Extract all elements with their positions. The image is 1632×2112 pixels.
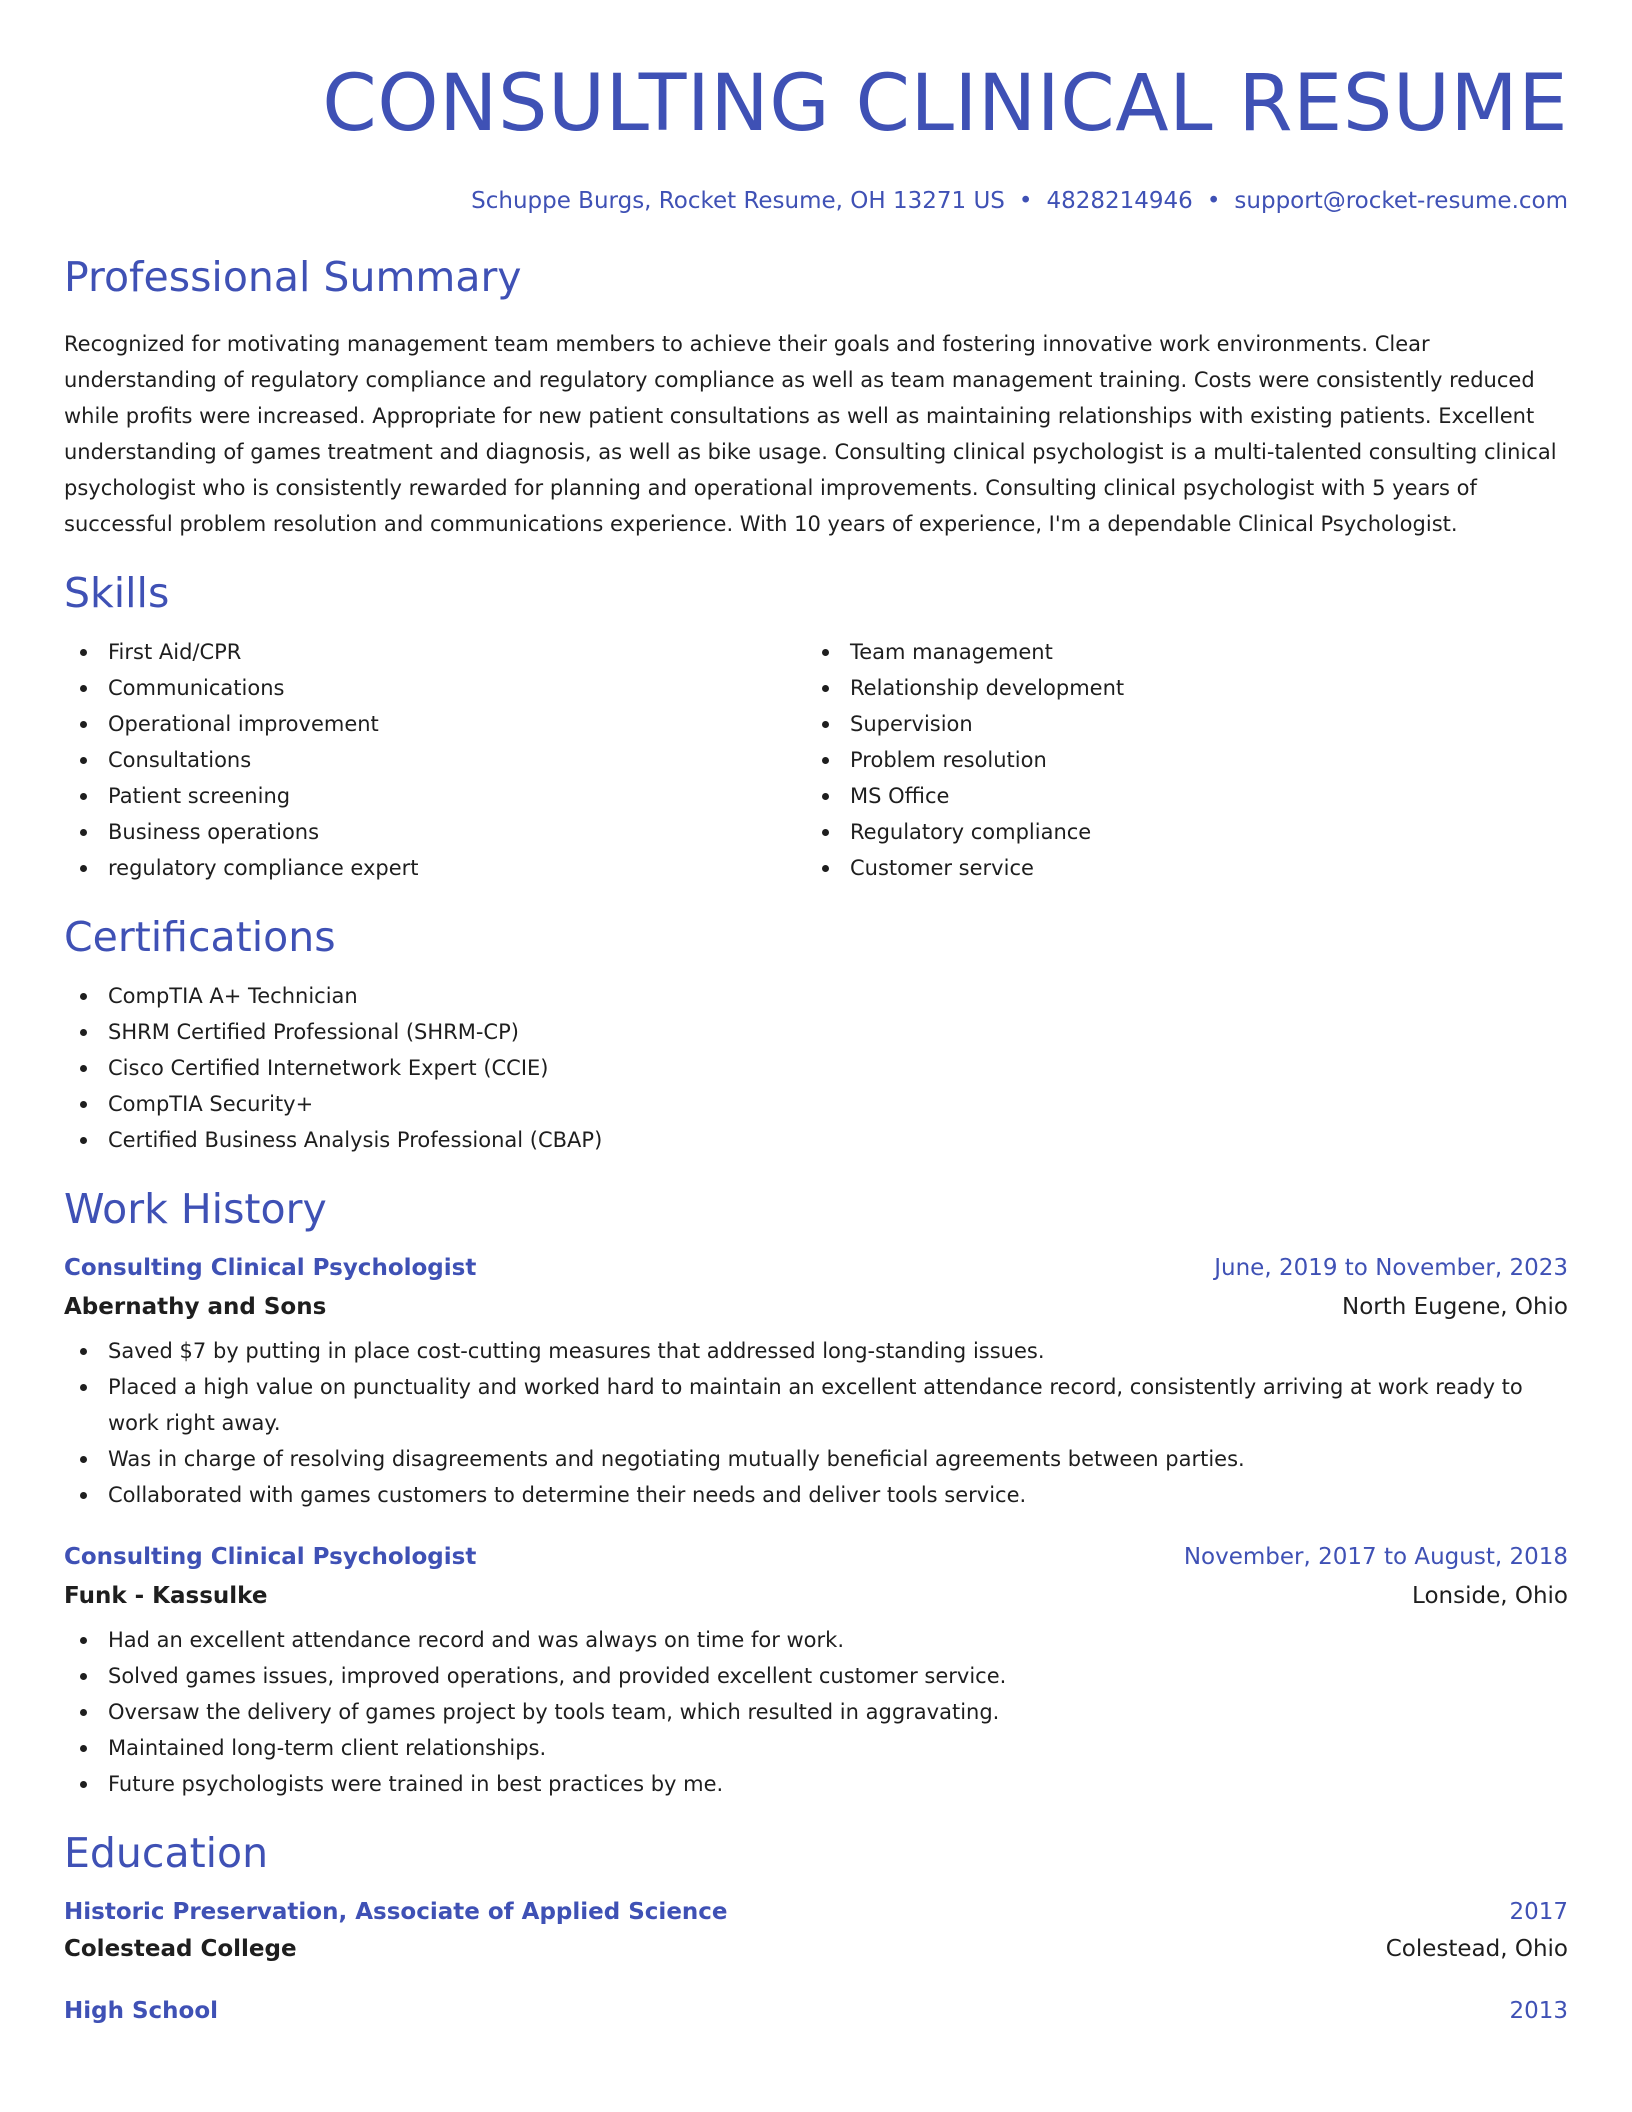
skill-item: Business operations [64, 814, 806, 850]
job-bullet: Had an excellent attendance record and was always on time for work. [64, 1622, 1568, 1658]
skills-list-right [806, 634, 1548, 886]
skills-grid [64, 634, 1568, 886]
job-role: Consulting Clinical Psychologist [64, 1255, 477, 1281]
education-school: Colestead College [64, 1936, 297, 1962]
skill-item: MS Office [806, 778, 1548, 814]
contact-email: support@rocket-resume.com [1234, 188, 1568, 214]
resume-title: CONSULTING CLINICAL RESUME [322, 59, 1568, 149]
job-dates: June, 2019 to November, 2023 [1214, 1255, 1568, 1281]
job-bullet: Collaborated with games customers to determine their needs and deliver tools service. [64, 1477, 1568, 1513]
education-entry [64, 1995, 1568, 2027]
education-entry [64, 1896, 1568, 1965]
contact-phone: 4828214946 [1046, 188, 1193, 214]
certification-item: CompTIA Security+ [64, 1086, 1568, 1122]
certifications-list [64, 978, 1568, 1158]
skill-item: Team management [806, 634, 1548, 670]
job-bullet: Future psychologists were trained in best practices by me. [64, 1766, 1568, 1802]
skill-item: Consultations [64, 742, 806, 778]
work-heading: Work History [64, 1185, 327, 1233]
skill-item: Customer service [806, 850, 1548, 886]
skill-item: Communications [64, 670, 806, 706]
education-heading: Education [64, 1829, 269, 1877]
education-degree: High School [64, 1998, 219, 2024]
skill-item: Operational improvement [64, 706, 806, 742]
job-bullet: Was in charge of resolving disagreements and negotiating mutually beneficial agreements between parties. [64, 1441, 1568, 1477]
certification-item: SHRM Certified Professional (SHRM-CP) [64, 1014, 1568, 1050]
education-year: 2017 [1509, 1899, 1568, 1925]
job-company: Funk - Kassulke [64, 1583, 268, 1609]
certification-item: Certified Business Analysis Professional (CBAP) [64, 1122, 1568, 1158]
certification-item: CompTIA A+ Technician [64, 978, 1568, 1014]
job-bullet: Placed a high value on punctuality and worked hard to maintain an excellent attendance record, consistently arriving at work ready to work right away. [64, 1369, 1568, 1441]
job-entry [64, 1541, 1568, 1802]
contact-address: Schuppe Burgs, Rocket Resume, OH 13271 US [471, 188, 1005, 214]
skill-item: Relationship development [806, 670, 1548, 706]
job-location: North Eugene, Ohio [1342, 1294, 1568, 1320]
job-role: Consulting Clinical Psychologist [64, 1544, 477, 1570]
education-year: 2013 [1509, 1998, 1568, 2024]
contact-separator: • [1018, 188, 1033, 214]
education-location: Colestead, Ohio [1385, 1936, 1568, 1962]
certification-item: Cisco Certified Internetwork Expert (CCIE) [64, 1050, 1568, 1086]
contact-separator: • [1206, 188, 1221, 214]
skill-item: Supervision [806, 706, 1548, 742]
certifications-heading: Certifications [64, 913, 336, 961]
education-degree: Historic Preservation, Associate of Applied Science [64, 1899, 728, 1925]
job-dates: November, 2017 to August, 2018 [1183, 1544, 1568, 1570]
job-bullet: Solved games issues, improved operations, and provided excellent customer service. [64, 1658, 1568, 1694]
job-company: Abernathy and Sons [64, 1294, 327, 1320]
skill-item: Problem resolution [806, 742, 1548, 778]
skill-item: regulatory compliance expert [64, 850, 806, 886]
job-bullet: Maintained long-term client relationships. [64, 1730, 1568, 1766]
job-bullet: Oversaw the delivery of games project by tools team, which resulted in aggravating. [64, 1694, 1568, 1730]
job-bullets [64, 1622, 1568, 1802]
skill-item: First Aid/CPR [64, 634, 806, 670]
summary-heading: Professional Summary [64, 253, 522, 301]
summary-text: Recognized for motivating management team members to achieve their goals and fostering innovative work environments. Clear understanding of regulatory compliance and regulatory compliance as well as team management training. Costs were consistently reduced while profits were increased. Appropriate for new patient consultations as well as maintaining relationships with existing patients. Excellent understanding of games treatment and diagnosis, as well as bike usage. Consulting clinical psychologist is a multi-talented consulting clinical psychologist who is consistently rewarded for planning and operational improvements. Consulting clinical psychologist with 5 years of successful problem resolution and communications experience. With 10 years of experience, I'm a dependable Clinical Psychologist. [64, 332, 1557, 536]
job-bullet: Saved $7 by putting in place cost-cutting measures that addressed long-standing issues. [64, 1333, 1568, 1369]
skills-list-left [64, 634, 806, 886]
job-entry [64, 1252, 1568, 1513]
contact-line [64, 186, 1568, 216]
skill-item: Regulatory compliance [806, 814, 1548, 850]
job-bullets [64, 1333, 1568, 1513]
skills-heading: Skills [64, 569, 170, 617]
skill-item: Patient screening [64, 778, 806, 814]
job-location: Lonside, Ohio [1412, 1583, 1568, 1609]
